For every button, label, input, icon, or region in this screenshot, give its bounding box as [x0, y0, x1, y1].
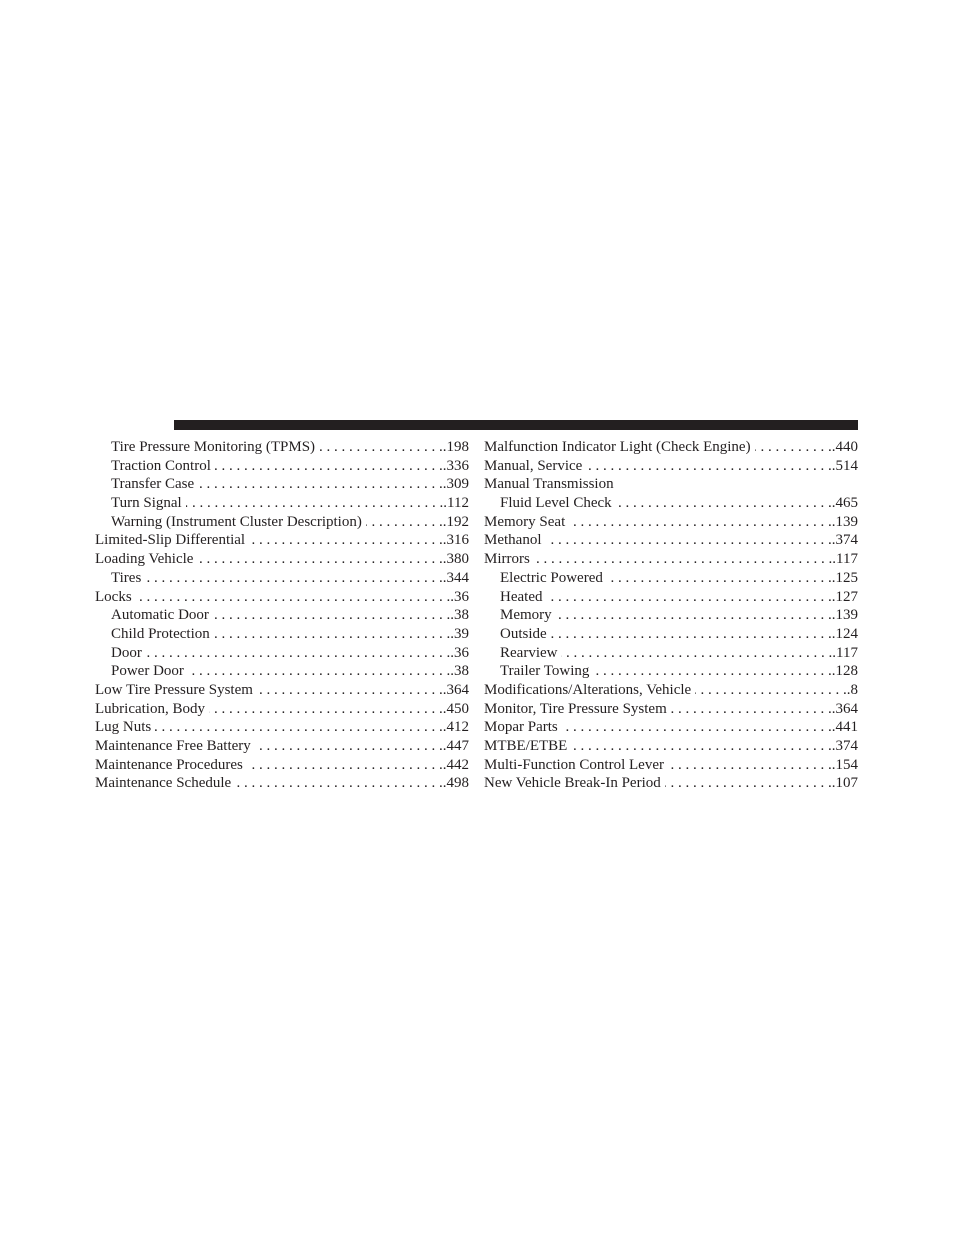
index-entry: [95, 662, 469, 681]
entry-label: Child Protection: [111, 625, 210, 642]
entry-page: .124: [831, 625, 858, 642]
dot-leader: [607, 569, 832, 588]
index-entry: [95, 475, 469, 494]
entry-label: Heated: [500, 588, 543, 605]
entry-page: .139: [831, 513, 858, 530]
entry-page: .39: [450, 625, 469, 642]
dot-leader: [136, 588, 451, 607]
entry-label: Modifications/Alterations, Vehicle: [484, 681, 692, 698]
dot-leader: [571, 737, 831, 756]
entry-page: .380: [442, 551, 469, 568]
entry-label: Electric Powered: [500, 569, 603, 586]
entry-page: .374: [831, 532, 858, 549]
entry-page: .441: [831, 719, 858, 736]
entry-label: Low Tire Pressure System: [95, 681, 253, 698]
entry-label: Mirrors: [484, 551, 530, 568]
entry-label: Turn Signal: [111, 495, 182, 512]
index-entry: [95, 569, 469, 588]
dot-leader: [671, 700, 832, 719]
entry-page: .450: [442, 700, 469, 717]
entry-label: Memory Seat: [484, 513, 566, 530]
entry-page: .447: [442, 738, 469, 754]
entry-label: Rearview: [500, 644, 558, 661]
index-entry: [95, 700, 469, 719]
dot-leader: [188, 662, 450, 681]
index-entry: [95, 774, 469, 793]
index-entry: [484, 606, 858, 625]
entry-page: .364: [831, 700, 858, 717]
index-entry: [484, 531, 858, 550]
dot-leader: [593, 662, 831, 681]
entry-label: Door: [111, 644, 142, 661]
dot-leader: [695, 681, 847, 700]
entry-page: .316: [442, 532, 469, 549]
entry-page: .514: [831, 457, 858, 474]
entry-page: .125: [831, 569, 858, 586]
entry-page: .498: [442, 775, 469, 792]
entry-label: MTBE/ETBE: [484, 738, 568, 754]
dot-leader: [755, 438, 832, 457]
index-entry: [484, 774, 858, 793]
index-entry: [484, 681, 858, 700]
dot-leader: [562, 718, 832, 737]
entry-label: Locks: [95, 588, 132, 605]
index-entry: [484, 588, 858, 607]
entry-page: .107: [831, 775, 858, 792]
entry-label: Outside: [500, 625, 547, 642]
entry-page: .154: [831, 756, 858, 773]
index-entry: [484, 625, 858, 644]
header-bar: [174, 420, 858, 430]
entry-page: .117: [832, 644, 858, 661]
entry-label: New Vehicle Break-In Period: [484, 775, 661, 792]
dot-leader: [249, 531, 443, 550]
index-column-left: [95, 438, 469, 793]
dot-leader: [255, 737, 443, 756]
index-entry: [484, 662, 858, 681]
entry-page: .309: [442, 476, 469, 493]
entry-page: .8: [846, 681, 858, 698]
index-entry: [95, 588, 469, 607]
entry-label: Malfunction Indicator Light (Check Engine): [484, 439, 751, 455]
entry-label: Maintenance Schedule: [95, 775, 232, 792]
index-entry: [95, 550, 469, 569]
dot-leader: [257, 681, 443, 700]
entry-page: .192: [442, 513, 469, 530]
entry-label: Automatic Door: [111, 607, 209, 624]
dot-leader: [556, 606, 832, 625]
index-entry: [484, 737, 858, 756]
entry-label: Maintenance Procedures: [95, 756, 243, 773]
entry-page: .364: [442, 681, 469, 698]
index-entry: [484, 494, 858, 513]
entry-label: Manual, Service: [484, 457, 583, 474]
entry-page: .374: [831, 738, 858, 754]
index-entry: [484, 438, 858, 457]
dot-leader: [319, 438, 443, 457]
dot-leader: [155, 718, 443, 737]
index-entry: [95, 681, 469, 700]
entry-page: .128: [831, 663, 858, 680]
entry-label: Maintenance Free Battery: [95, 738, 251, 754]
index-entry: [484, 513, 858, 532]
dot-leader: [569, 513, 832, 532]
index-entry: [95, 625, 469, 644]
entry-page: .117: [832, 551, 858, 568]
index-entry: [484, 550, 858, 569]
dot-leader: [534, 550, 832, 569]
entry-page: .38: [450, 607, 469, 624]
entry-page: .127: [831, 588, 858, 605]
dot-leader: [146, 644, 450, 663]
entry-label: Trailer Towing: [500, 663, 590, 680]
entry-page: .440: [831, 439, 858, 455]
index-entry: [484, 718, 858, 737]
index-entry: [484, 644, 858, 663]
entry-page: .36: [450, 588, 469, 605]
entry-label: Transfer Case: [111, 476, 195, 493]
dot-leader: [247, 756, 443, 775]
index-entry: [95, 531, 469, 550]
index-entry: [95, 457, 469, 476]
index-entry: [484, 700, 858, 719]
entry-label: Warning (Instrument Cluster Description): [111, 513, 362, 530]
entry-label: Traction Control: [111, 457, 211, 474]
index-entry: [95, 737, 469, 756]
dot-leader: [145, 569, 442, 588]
entry-label: Lubrication, Body: [95, 700, 205, 717]
index-entry: [484, 457, 858, 476]
entry-label: Power Door: [111, 663, 184, 680]
entry-page: .139: [831, 607, 858, 624]
dot-leader: [561, 644, 832, 663]
dot-leader: [186, 494, 444, 513]
entry-page: .38: [450, 663, 469, 680]
entry-page: .344: [442, 569, 469, 586]
entry-label: Tires: [111, 569, 142, 586]
entry-label: Multi-Function Control Lever: [484, 756, 664, 773]
entry-page: .198: [442, 439, 469, 455]
dot-leader: [198, 475, 443, 494]
dot-leader: [213, 606, 450, 625]
dot-leader: [214, 625, 451, 644]
dot-leader: [546, 588, 831, 607]
dot-leader: [586, 457, 831, 476]
entry-label: Tire Pressure Monitoring (TPMS): [111, 439, 316, 455]
dot-leader: [235, 774, 443, 793]
entry-label: Loading Vehicle: [95, 551, 194, 568]
index-entry: [95, 756, 469, 775]
entry-page: .36: [450, 644, 469, 661]
index-entry: [95, 606, 469, 625]
index-entry: [484, 569, 858, 588]
entry-page: .465: [831, 495, 858, 512]
index-entry: [484, 475, 858, 494]
entry-page: .336: [442, 457, 469, 474]
index-entry: [95, 644, 469, 663]
index-entry: [95, 438, 469, 457]
entry-page: .412: [442, 719, 469, 736]
entry-label: Lug Nuts: [95, 719, 152, 736]
dot-leader: [366, 513, 443, 532]
dot-leader: [551, 625, 832, 644]
dot-leader: [665, 774, 832, 793]
entry-label: Monitor, Tire Pressure System: [484, 700, 667, 717]
entry-label: Limited-Slip Differential: [95, 532, 246, 549]
dot-leader: [215, 457, 443, 476]
entry-label: Memory: [500, 607, 552, 624]
index-entry: [95, 513, 469, 532]
dot-leader: [668, 756, 832, 775]
dot-leader: [546, 531, 832, 550]
index-column-right: [484, 438, 858, 793]
dot-leader: [616, 494, 832, 513]
dot-leader: [197, 550, 442, 569]
index-entry: [484, 756, 858, 775]
index-entry: [95, 494, 469, 513]
entry-label: Mopar Parts: [484, 719, 558, 736]
dot-leader: [209, 700, 443, 719]
entry-label: Methanol: [484, 532, 542, 549]
entry-page: .112: [443, 495, 469, 512]
index-entry: [95, 718, 469, 737]
entry-page: .442: [442, 756, 469, 773]
entry-label: Manual Transmission: [484, 476, 614, 493]
entry-label: Fluid Level Check: [500, 495, 612, 512]
